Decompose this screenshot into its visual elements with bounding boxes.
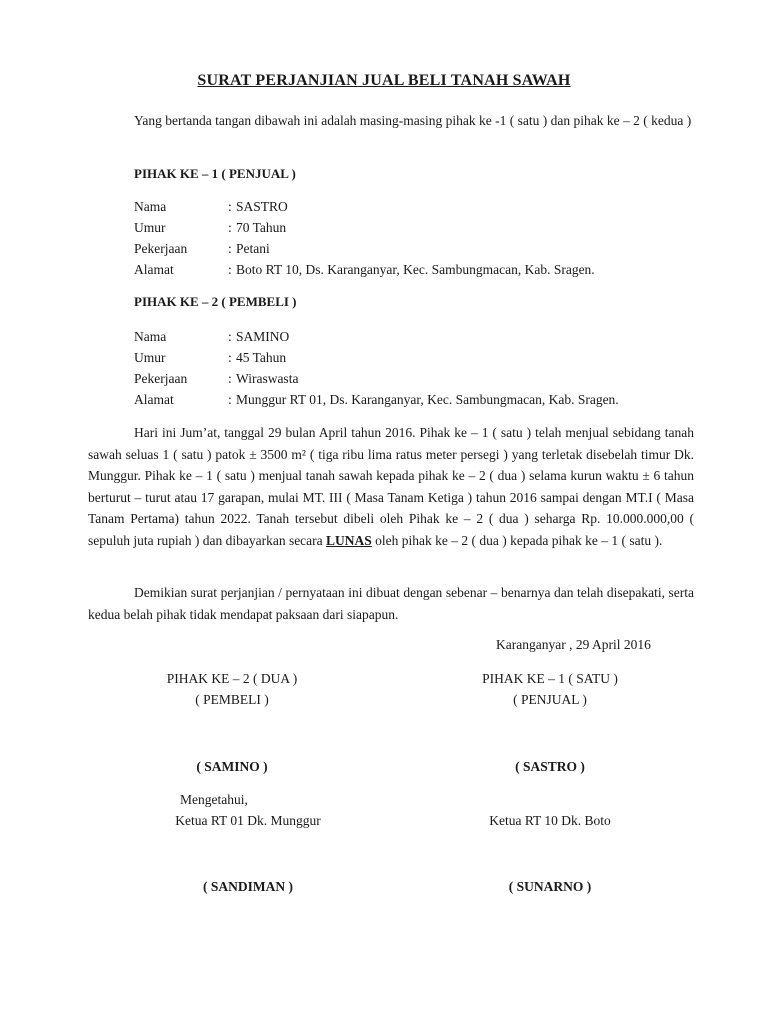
lunas-emphasis: LUNAS — [326, 532, 372, 548]
field-label: Nama — [134, 329, 167, 344]
field-value: SAMINO — [236, 329, 290, 344]
witness-left-role: Ketua RT 01 Dk. Munggur — [175, 813, 321, 828]
witness-left-name: ( SANDIMAN ) — [203, 879, 293, 894]
signature-right-role: PIHAK KE – 1 ( SATU ) — [482, 671, 618, 686]
field-value: Wiraswasta — [236, 371, 299, 386]
field-value: SASTRO — [236, 199, 288, 214]
pihak2-field-umur: Umur : 45 Tahun — [134, 348, 286, 368]
field-value: 45 Tahun — [236, 350, 287, 365]
closing-text: Demikian surat perjanjian / pernyataan ini dibuat dengan sebenar – benarnya dan telah disepakati, serta kedua belah pihak tidak mendapat paksaan dari siapapun. — [88, 585, 694, 622]
field-label: Alamat — [134, 392, 174, 407]
pihak1-field-pekerjaan: Pekerjaan : Petani — [134, 239, 270, 259]
place-date: Karanganyar , 29 April 2016 — [496, 637, 651, 652]
field-label: Alamat — [134, 262, 174, 277]
agreement-text-part1: Hari ini Jum’at, tanggal 29 bulan April tahun 2016. Pihak ke – 1 ( satu ) telah menjual sebidang tanah sawah seluas 1 ( satu ) patok ± 3500 m² ( tiga ribu lima ratus meter persegi ) yang terletak disebelah timur Dk. Munggur. Pihak ke – 1 ( satu ) menjual tanah sawah kepada pihak ke – 2 ( dua ) selama kurun waktu ± 6 tahun berturut – turut atau 17 garapan, mulai MT. III ( Masa Tanam Ketiga ) tahun 2016 sampai dengan MT.I ( Masa Tanam Pertama) tahun 2022. Tanah tersebut dibeli oleh Pihak ke – 2 ( dua ) seharga Rp. 10.000.000,00 ( sepuluh juta rupiah ) dan dibayarkan secara — [88, 425, 694, 548]
intro-paragraph — [88, 110, 694, 132]
witness-label: Mengetahui, — [180, 792, 248, 807]
closing-paragraph — [88, 582, 694, 625]
field-label: Umur — [134, 220, 166, 235]
witness-right-role: Ketua RT 10 Dk. Boto — [489, 813, 611, 828]
field-label: Pekerjaan — [134, 241, 188, 256]
intro-text: Yang bertanda tangan dibawah ini adalah masing-masing pihak ke -1 ( satu ) dan pihak ke – 2 ( kedua ) — [134, 113, 692, 128]
field-value: 70 Tahun — [236, 220, 287, 235]
signature-right-name: ( SASTRO ) — [515, 759, 585, 774]
field-label: Nama — [134, 199, 167, 214]
pihak1-field-umur: Umur : 70 Tahun — [134, 218, 286, 238]
agreement-text-part2: oleh pihak ke – 2 ( dua ) kepada pihak ke – 1 ( satu ). — [375, 532, 663, 548]
agreement-paragraph — [88, 422, 694, 551]
signature-left-sub: ( PEMBELI ) — [195, 692, 269, 707]
witness-right-name: ( SUNARNO ) — [508, 879, 592, 894]
field-value: Munggur RT 01, Ds. Karanganyar, Kec. Sambungmacan, Kab. Sragen. — [236, 392, 619, 407]
signature-right-sub: ( PENJUAL ) — [513, 692, 587, 707]
pihak1-field-nama: Nama : SASTRO — [134, 197, 288, 217]
field-label: Umur — [134, 350, 166, 365]
signature-left-role: PIHAK KE – 2 ( DUA ) — [166, 671, 298, 686]
pihak2-heading: PIHAK KE – 2 ( PEMBELI ) — [134, 294, 297, 309]
pihak2-field-nama: Nama : SAMINO — [134, 327, 289, 347]
field-label: Pekerjaan — [134, 371, 188, 386]
pihak1-field-alamat: Alamat : Boto RT 10, Ds. Karanganyar, Kec. Sambungmacan, Kab. Sragen. — [134, 260, 595, 280]
field-value: Petani — [236, 241, 270, 256]
pihak2-field-alamat: Alamat : Munggur RT 01, Ds. Karanganyar, Kec. Sambungmacan, Kab. Sragen. — [134, 390, 619, 410]
document-title: SURAT PERJANJIAN JUAL BELI TANAH SAWAH — [197, 72, 571, 89]
signature-left-name: ( SAMINO ) — [196, 759, 268, 774]
field-value: Boto RT 10, Ds. Karanganyar, Kec. Sambungmacan, Kab. Sragen. — [236, 262, 595, 277]
pihak2-field-pekerjaan: Pekerjaan : Wiraswasta — [134, 369, 298, 389]
pihak1-heading: PIHAK KE – 1 ( PENJUAL ) — [134, 166, 296, 181]
